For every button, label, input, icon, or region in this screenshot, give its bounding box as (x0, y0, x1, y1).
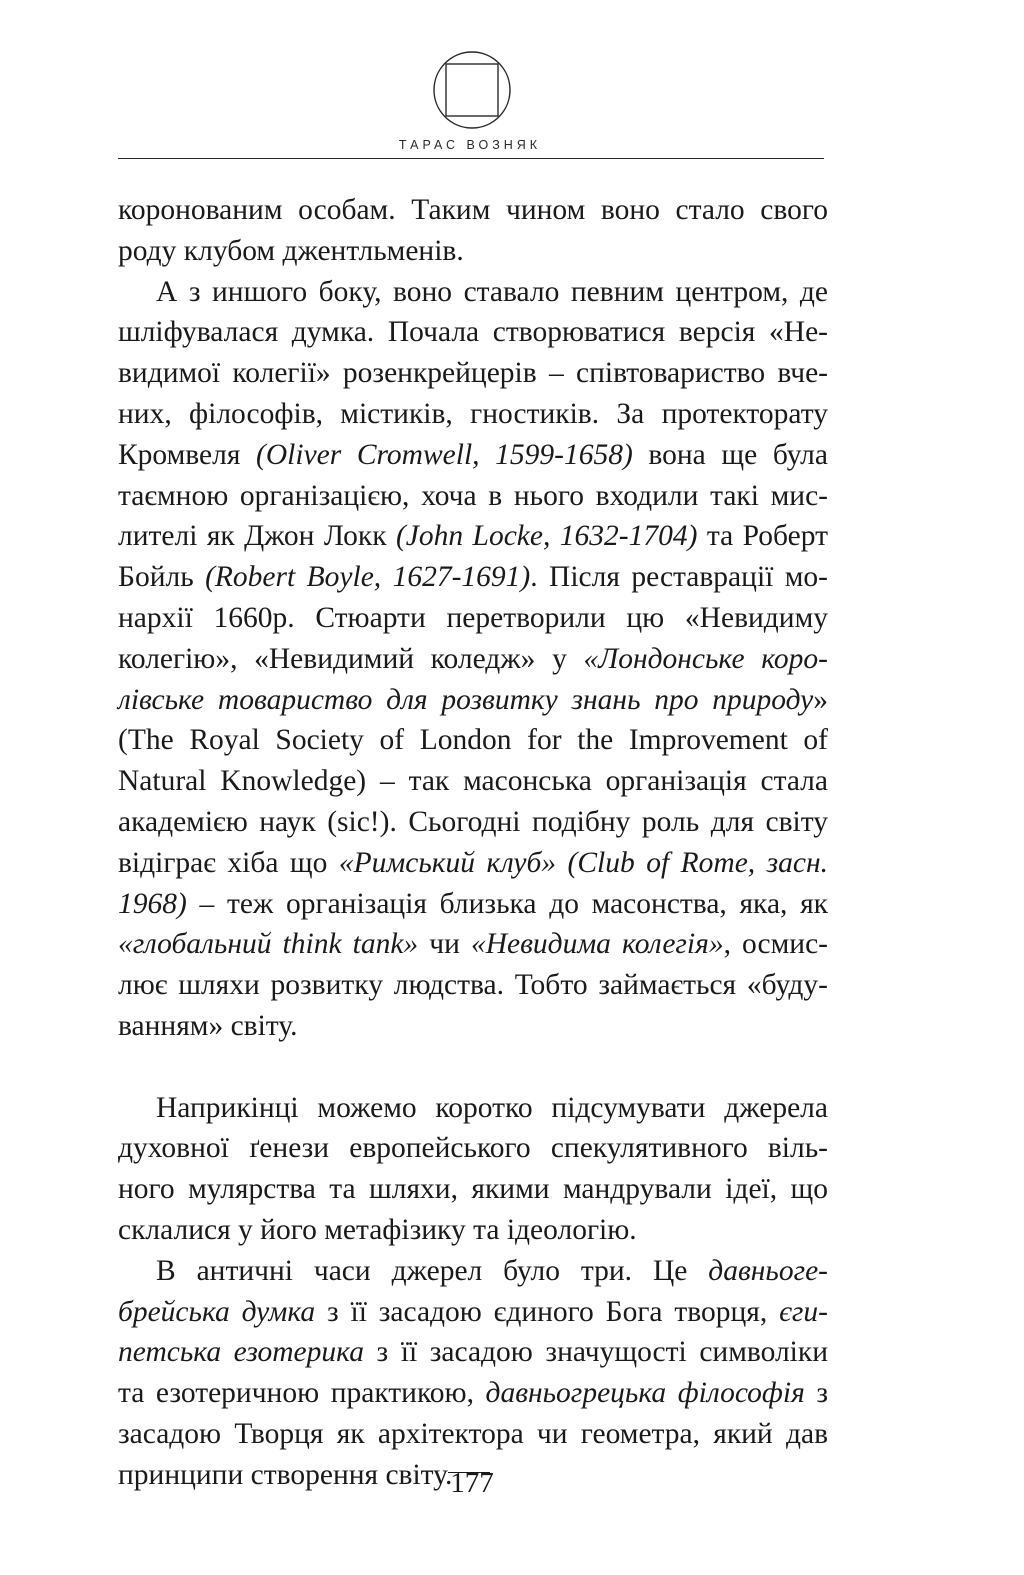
text-segment: видимої колегії» розенкрейцерів – співтовариство вче- (118, 357, 828, 390)
text-line (118, 843, 828, 884)
text-segment: таємною організацією, хоча в нього входили такі мис- (118, 479, 828, 512)
text-line (118, 190, 828, 231)
text-line (118, 272, 828, 313)
text-segment: чи (418, 928, 471, 961)
paragraph (118, 1088, 828, 1251)
text-segment: духовної ґенези европейського спекулятивного віль- (118, 1132, 828, 1165)
italic-text: (Robert Boyle, 1627-1691) (205, 561, 531, 594)
text-line (118, 1210, 828, 1251)
text-line (118, 394, 828, 435)
text-segment: – теж організація близька до масонства, яка, як (186, 887, 828, 920)
text-line (118, 598, 828, 639)
text-segment: , осмис- (723, 928, 828, 961)
running-head: ТАРАС ВОЗНЯК (398, 138, 542, 152)
italic-text: брейська думка (118, 1295, 316, 1328)
text-segment: ванням» світу. (118, 1009, 298, 1042)
text-segment: Кромвеля (118, 438, 257, 471)
body-text (118, 190, 828, 1496)
italic-text: давньогрецька філософія (485, 1377, 805, 1410)
text-line (118, 516, 828, 557)
text-segment: колегію», «Невидимий коледж» у (118, 642, 584, 675)
italic-text: «Невидима колегія» (470, 928, 724, 961)
text-segment: Natural Knowledge) – так масонська організація стала (118, 765, 828, 798)
text-segment: вона ще була (632, 438, 828, 471)
text-line (118, 353, 828, 394)
paragraph (118, 1047, 828, 1088)
text-segment: нархії 1660р. Стюарти перетворили цю «Невидиму (118, 601, 828, 634)
text-line (118, 1251, 828, 1292)
text-segment: та Роберт (697, 520, 828, 553)
text-line (118, 680, 828, 721)
text-segment: (The Royal Society of London for the Improvement of (118, 724, 828, 757)
text-line (118, 1128, 828, 1169)
text-line (118, 965, 828, 1006)
text-segment: коронованим особам. Таким чином воно стало свого (118, 194, 828, 226)
text-segment: Бойль (118, 561, 206, 594)
text-line (118, 720, 828, 761)
circle-square-emblem-icon (432, 50, 512, 130)
italic-text: (John Locke, 1632-1704) (395, 520, 698, 553)
italic-text: «Лондонське коро- (583, 642, 828, 675)
text-segment: академією наук (sic!). Сьогодні подібну роль для світу (118, 805, 828, 838)
text-segment: Наприкінці можемо коротко підсумувати джерела (156, 1091, 828, 1124)
text-line (118, 231, 828, 272)
text-segment: з її засадою значущості символіки (363, 1336, 828, 1369)
italic-text: «глобальний think tank» (118, 928, 419, 961)
text-line (118, 1292, 828, 1333)
italic-text: (Oliver Cromwell, 1599-1658) (256, 438, 633, 471)
paragraph (118, 1251, 828, 1496)
text-line (118, 1006, 828, 1047)
text-line (118, 1332, 828, 1373)
text-segment: лителі як Джон Локк (118, 520, 396, 553)
text-segment: принципи створення світу. (118, 1458, 453, 1491)
text-segment: та езотеричною практикою, (118, 1377, 486, 1410)
italic-text: давньоге- (708, 1254, 828, 1287)
text-segment: них, філософів, містиків, гностиків. За протекторату (118, 397, 828, 430)
italic-text: 1968) (118, 887, 187, 920)
text-line (118, 761, 828, 802)
text-line (118, 802, 828, 843)
text-line (118, 1169, 828, 1210)
text-line (118, 557, 828, 598)
text-line (118, 924, 828, 965)
paragraph-gap (118, 1047, 828, 1088)
text-line (118, 1373, 828, 1414)
text-segment: шліфувалася думка. Почала створюватися версія «Не- (118, 316, 828, 349)
text-segment: відіграє хіба що (118, 846, 339, 879)
text-line (118, 1088, 828, 1129)
header-rule (118, 158, 824, 159)
text-line (118, 312, 828, 353)
italic-text: лівське товариство для розвитку знань про природу (118, 683, 814, 716)
text-segment: склалися у його метафізику та ідеологію. (118, 1213, 637, 1246)
italic-text: єги- (779, 1295, 829, 1328)
italic-text: петська езотерика (118, 1336, 364, 1369)
text-line (118, 1414, 828, 1455)
text-segment: з її засадою єдиного Бога творця, (315, 1295, 780, 1328)
text-segment: В античні часи джерел було три. Це (156, 1254, 709, 1287)
text-line (118, 639, 828, 680)
italic-text: «Римський клуб» (Club of Rome, засн. (338, 846, 828, 879)
paragraph (118, 190, 828, 272)
text-segment: роду клубом джентльменів. (118, 234, 464, 267)
text-segment: » (813, 683, 828, 716)
text-segment: засадою Творця як архітектора чи геометра, який дав (118, 1417, 828, 1450)
paragraph (118, 272, 828, 1047)
page-number: 177 (450, 1467, 494, 1499)
text-line (118, 884, 828, 925)
text-segment: лює шляхи розвитку людства. Тобто займається «буду- (118, 969, 828, 1002)
text-line (118, 476, 828, 517)
text-segment: ного мулярства та шляхи, якими мандрували ідеї, що (118, 1173, 828, 1206)
text-line (118, 435, 828, 476)
text-segment: . Після реставрації мо- (530, 561, 829, 594)
text-segment: з (804, 1377, 828, 1410)
text-segment: А з иншого боку, воно ставало певним центром, де (156, 275, 828, 308)
